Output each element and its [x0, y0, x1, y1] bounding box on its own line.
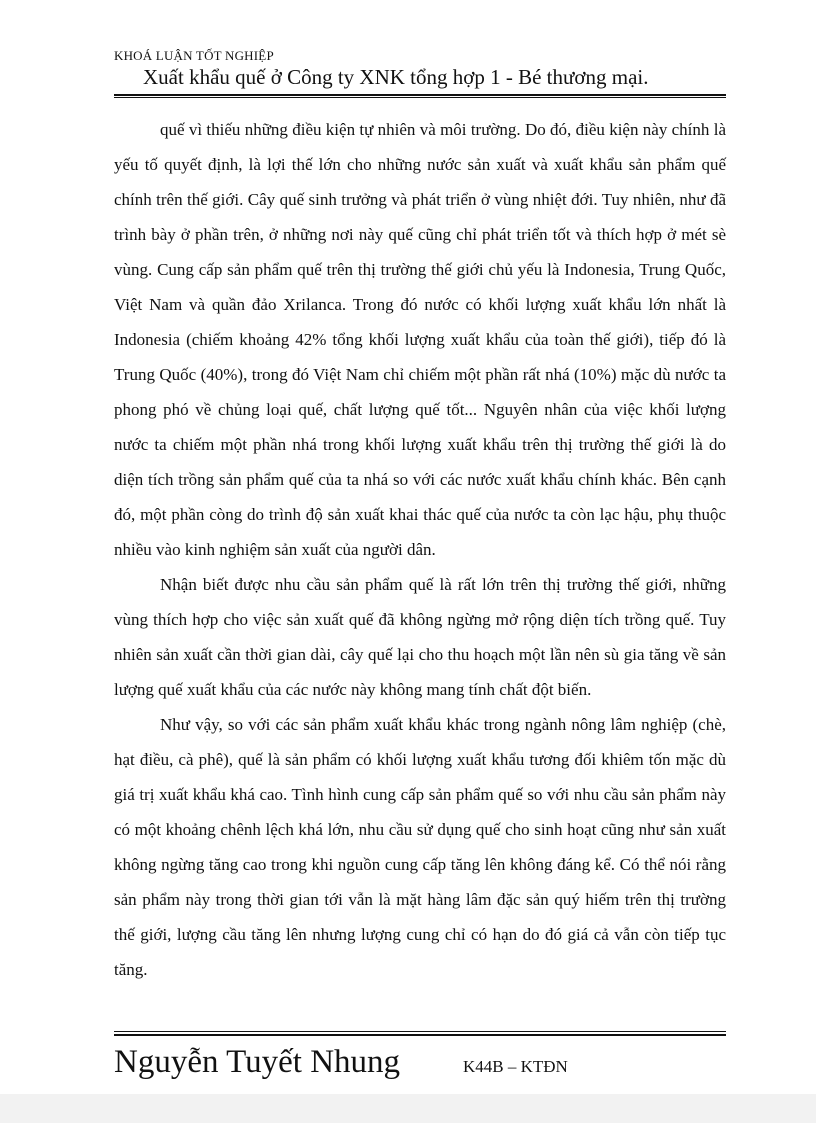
page-bottom-margin: [0, 1094, 816, 1123]
footer-rule-thick: [114, 1034, 726, 1036]
paragraph-2: Nhận biết được nhu cầu sản phẩm quế là rất lớn trên thị trường thế giới, những vùng thích hợp cho việc sản xuất quế đã không ngừng mở rộng diện tích trồng quế. Tuy nhiên sản xuất cần thời gian dài, cây quế lại cho thu hoạch một lần nên sù gia tăng về sản lượng quế xuất khẩu của các nước này không mang tính chất đột biến.: [114, 575, 726, 699]
header-rule-thin: [114, 97, 726, 98]
body-text: [114, 112, 726, 987]
thesis-label: KHOÁ LUẬN TỐT NGHIỆP: [114, 48, 274, 63]
header-rule-thick: [114, 94, 726, 96]
paragraph-3: Như vậy, so với các sản phẩm xuất khẩu khác trong ngành nông lâm nghiệp (chè, hạt điều, cà phê), quế là sản phẩm có khối lượng xuất khẩu tương đối khiêm tốn mặc dù giá trị xuất khẩu khá cao. Tình hình cung cấp sản phẩm quế so với nhu cầu sản phẩm này có một khoảng chênh lệch khá lớn, nhu cầu sử dụng quế cho sinh hoạt cũng như sản xuất không ngừng tăng cao trong khi nguồn cung cấp tăng lên không đáng kể. Có thể nói rằng sản phẩm này trong thời gian tới vẫn là mặt hàng lâm đặc sản quý hiếm trên thị trường thế giới, lượng cầu tăng lên nhưng lượng cung chỉ có hạn do đó giá cả vẫn còn tiếp tục tăng.: [114, 715, 726, 979]
running-title: Xuất khẩu quế ở Công ty XNK tổng hợp 1 - Bé thương mại.: [143, 65, 649, 89]
author-name: Nguyễn Tuyết Nhung: [114, 1044, 401, 1080]
class-code: K44B – KTĐN: [463, 1057, 568, 1076]
paragraph-1: quế vì thiếu những điều kiện tự nhiên và môi trường. Do đó, điều kiện này chính là yếu tố quyết định, là lợi thế lớn cho những nước sản xuất và xuất khẩu sản phẩm quế chính trên thế giới. Cây quế sinh trưởng và phát triển ở vùng nhiệt đới. Tuy nhiên, như đã trình bày ở phần trên, ở những nơi này quế cũng chỉ phát triển tốt và thích hợp ở mét sè vùng. Cung cấp sản phẩm quế trên thị trường thế giới chủ yếu là Indonesia, Trung Quốc, Việt Nam và quần đảo Xrilanca. Trong đó nước có khối lượng xuất khẩu lớn nhất là Indonesia (chiếm khoảng 42% tổng khối lượng xuất khẩu của toàn thế giới), tiếp đó là Trung Quốc (40%), trong đó Việt Nam chỉ chiếm một phần rất nhá (10%) mặc dù nước ta phong phó về chủng loại quế, chất lượng quế tốt... Nguyên nhân của việc khối lượng nước ta chiếm một phần nhá trong khối lượng xuất khẩu trên thị trường thế giới là do diện tích trồng sản phẩm quế của ta nhá so với các nước xuất khẩu chính khác. Bên cạnh đó, một phần còng do trình độ sản xuất khai thác quế của nước ta còn lạc hậu, phụ thuộc nhiều vào kinh nghiệm sản xuất của người dân.: [114, 120, 726, 559]
footer-rule-thin: [114, 1031, 726, 1032]
